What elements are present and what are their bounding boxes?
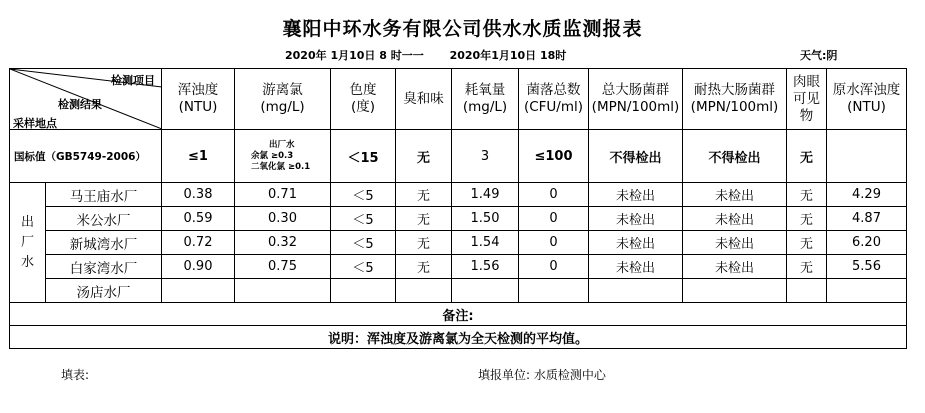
col-thermo-coliform: 耐热大肠菌群 (MPN/100ml) xyxy=(683,69,787,130)
std-coliform: 不得检出 xyxy=(589,130,683,183)
cell-turbidity: 0.72 xyxy=(162,231,235,255)
col-oxygen: 耗氧量 (mg/L) xyxy=(452,69,519,130)
report-title: 襄阳中环水务有限公司供水水质监测报表 xyxy=(282,18,643,40)
diag-result-label: 检测结果 xyxy=(58,98,102,111)
cell-turbidity xyxy=(162,279,235,303)
std-turbidity: ≤1 xyxy=(162,130,235,183)
cell-coliform: 未检出 xyxy=(589,255,683,279)
cell-colony: 0 xyxy=(519,207,589,231)
cell-chlorine: 0.30 xyxy=(235,207,331,231)
plant-name: 汤店水厂 xyxy=(46,279,162,303)
cell-visible: 无 xyxy=(787,255,827,279)
table-row xyxy=(10,183,907,207)
cell-turbidity: 0.59 xyxy=(162,207,235,231)
cell-odor: 无 xyxy=(396,255,452,279)
col-colony: 菌落总数 (CFU/ml) xyxy=(519,69,589,130)
table-row xyxy=(10,255,907,279)
cell-chlorine: 0.32 xyxy=(235,231,331,255)
cell-coliform: 未检出 xyxy=(589,183,683,207)
remark-label: 备注: xyxy=(10,303,907,326)
cell-raw xyxy=(827,279,907,303)
cell-chlorine xyxy=(235,279,331,303)
cell-color: ＜5 xyxy=(331,231,396,255)
cell-raw: 4.87 xyxy=(827,207,907,231)
col-coliform: 总大肠菌群 (MPN/100ml) xyxy=(589,69,683,130)
col-color: 色度 (度) xyxy=(331,69,396,130)
cell-visible: 无 xyxy=(787,207,827,231)
water-quality-table xyxy=(9,68,907,349)
cell-thermo xyxy=(683,279,787,303)
cell-visible xyxy=(787,279,827,303)
std-chlorine-line1: 余氯 ≥0.3 xyxy=(251,150,294,161)
std-chlorine-head: 出厂水 xyxy=(269,139,295,150)
cell-visible: 无 xyxy=(787,183,827,207)
diag-item-label: 检测项目 xyxy=(111,74,155,87)
std-raw xyxy=(827,130,907,183)
cell-colony xyxy=(519,279,589,303)
cell-color: ＜5 xyxy=(331,255,396,279)
cell-thermo: 未检出 xyxy=(683,255,787,279)
cell-coliform xyxy=(589,279,683,303)
cell-oxygen: 1.50 xyxy=(452,207,519,231)
standard-label: 国标值（GB5749-2006） xyxy=(10,130,162,183)
std-odor: 无 xyxy=(396,130,452,183)
reporting-unit: 填报单位: 水质检测中心 xyxy=(478,368,606,382)
header-row xyxy=(10,69,907,130)
cell-raw: 5.56 xyxy=(827,255,907,279)
cell-colony: 0 xyxy=(519,183,589,207)
cell-turbidity: 0.90 xyxy=(162,255,235,279)
cell-chlorine: 0.71 xyxy=(235,183,331,207)
diagonal-header xyxy=(10,69,162,130)
cell-oxygen: 1.49 xyxy=(452,183,519,207)
remark-row xyxy=(10,303,907,326)
std-oxygen: 3 xyxy=(452,130,519,183)
col-odor: 臭和味 xyxy=(396,69,452,130)
standard-row xyxy=(10,130,907,183)
note-text: 说明：浑浊度及游离氯为全天检测的平均值。 xyxy=(10,326,907,349)
cell-odor: 无 xyxy=(396,183,452,207)
cell-visible: 无 xyxy=(787,231,827,255)
table-row xyxy=(10,279,907,303)
table-row xyxy=(10,207,907,231)
cell-turbidity: 0.38 xyxy=(162,183,235,207)
cell-raw: 6.20 xyxy=(827,231,907,255)
plant-name: 新城湾水厂 xyxy=(46,231,162,255)
cell-coliform: 未检出 xyxy=(589,207,683,231)
col-raw-turbidity: 原水浑浊度 (NTU) xyxy=(827,69,907,130)
col-turbidity: 浑浊度 (NTU) xyxy=(162,69,235,130)
plant-name: 米公水厂 xyxy=(46,207,162,231)
diag-location-label: 采样地点 xyxy=(13,117,57,130)
std-color: ＜15 xyxy=(331,130,396,183)
cell-raw: 4.29 xyxy=(827,183,907,207)
date-end: 2020年1月10日 18时 xyxy=(449,49,567,62)
cell-oxygen: 1.56 xyxy=(452,255,519,279)
group-label: 出 厂 水 xyxy=(10,183,46,303)
cell-colony: 0 xyxy=(519,255,589,279)
std-visible: 无 xyxy=(787,130,827,183)
plant-name: 马王庙水厂 xyxy=(46,183,162,207)
cell-color xyxy=(331,279,396,303)
table-row xyxy=(10,231,907,255)
col-free-chlorine: 游离氯 (mg/L) xyxy=(235,69,331,130)
cell-color: ＜5 xyxy=(331,207,396,231)
cell-chlorine: 0.75 xyxy=(235,255,331,279)
cell-odor: 无 xyxy=(396,231,452,255)
std-colony: ≤100 xyxy=(519,130,589,183)
cell-color: ＜5 xyxy=(331,183,396,207)
std-chlorine xyxy=(235,130,331,183)
cell-odor: 无 xyxy=(396,207,452,231)
cell-oxygen xyxy=(452,279,519,303)
cell-thermo: 未检出 xyxy=(683,231,787,255)
plant-rows xyxy=(10,183,907,303)
cell-coliform: 未检出 xyxy=(589,231,683,255)
date-range xyxy=(285,47,588,63)
date-start: 2020年 1月10日 8 时一一 xyxy=(285,49,424,62)
plant-name: 白家湾水厂 xyxy=(46,255,162,279)
std-chlorine-line2: 二氧化氯 ≥0.1 xyxy=(251,161,311,172)
cell-thermo: 未检出 xyxy=(683,183,787,207)
std-thermo: 不得检出 xyxy=(683,130,787,183)
col-visible: 肉眼 可见 物 xyxy=(787,69,827,130)
cell-thermo: 未检出 xyxy=(683,207,787,231)
filler-label: 填表: xyxy=(61,368,90,382)
weather-label: 天气:阴 xyxy=(800,49,838,62)
cell-oxygen: 1.54 xyxy=(452,231,519,255)
cell-colony: 0 xyxy=(519,231,589,255)
note-row xyxy=(10,326,907,349)
cell-odor xyxy=(396,279,452,303)
